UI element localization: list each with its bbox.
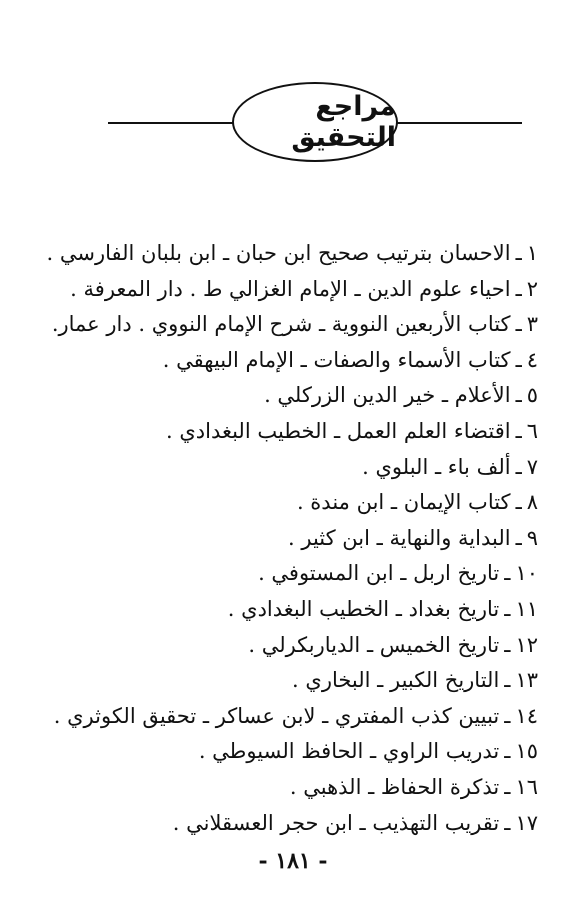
reference-text: تقريب التهذيب ـ ابن حجر العسقلاني . bbox=[172, 810, 500, 835]
reference-separator: ـ bbox=[515, 490, 522, 515]
reference-number: ١٤ bbox=[515, 703, 538, 728]
reference-separator: ـ bbox=[504, 810, 511, 835]
reference-item bbox=[88, 343, 538, 379]
reference-item bbox=[88, 556, 538, 592]
reference-text: تاريخ الخميس ـ الدياربكرلي . bbox=[248, 632, 500, 657]
reference-text: تذكرة الحفاظ ـ الذهبي . bbox=[289, 774, 500, 799]
section-title: مراجع التحقيق bbox=[291, 91, 396, 153]
reference-text: كتاب الأسماء والصفات ـ الإمام البيهقي . bbox=[162, 347, 511, 372]
reference-item bbox=[53, 699, 538, 735]
reference-text: الاحسان بترتيب صحيح ابن حبان ـ ابن بلبان الفارسي . bbox=[46, 241, 511, 265]
reference-number: ١٥ bbox=[515, 739, 538, 764]
references-list bbox=[46, 236, 538, 841]
reference-separator: ـ bbox=[515, 276, 522, 301]
reference-item bbox=[88, 734, 538, 770]
reference-number: ٢ bbox=[526, 276, 538, 301]
reference-separator: ـ bbox=[504, 703, 511, 728]
reference-number: ٨ bbox=[526, 490, 538, 515]
reference-number: ١١ bbox=[515, 596, 538, 621]
reference-text: الأعلام ـ خير الدين الزركلي . bbox=[264, 383, 511, 408]
page-number: - ١٨١ - bbox=[258, 848, 328, 874]
reference-text: التاريخ الكبير ـ البخاري . bbox=[292, 668, 500, 693]
reference-text: اقتضاء العلم العمل ـ الخطيب البغدادي . bbox=[165, 418, 511, 443]
reference-item bbox=[51, 307, 538, 343]
reference-item bbox=[88, 663, 538, 699]
reference-text: كتاب الأربعين النووية ـ شرح الإمام النووي . دار عمار. bbox=[51, 312, 511, 337]
header-oval-frame bbox=[232, 82, 398, 162]
reference-separator: ـ bbox=[515, 383, 522, 408]
reference-item bbox=[88, 806, 538, 842]
reference-number: ١ bbox=[526, 241, 538, 265]
reference-number: ٦ bbox=[526, 418, 538, 443]
reference-separator: ـ bbox=[504, 774, 511, 799]
reference-separator: ـ bbox=[504, 561, 511, 586]
reference-number: ١٠ bbox=[515, 561, 538, 586]
reference-item bbox=[88, 414, 538, 450]
reference-item bbox=[88, 770, 538, 806]
reference-number: ٤ bbox=[526, 347, 538, 372]
reference-separator: ـ bbox=[515, 347, 522, 372]
reference-item bbox=[88, 450, 538, 486]
reference-text: تاريخ بغداد ـ الخطيب البغدادي . bbox=[227, 596, 500, 621]
reference-text: البداية والنهاية ـ ابن كثير . bbox=[288, 525, 511, 550]
reference-text: كتاب الإيمان ـ ابن مندة . bbox=[296, 490, 511, 515]
reference-number: ١٧ bbox=[515, 810, 538, 835]
reference-number: ٧ bbox=[526, 454, 538, 479]
reference-separator: ـ bbox=[515, 241, 522, 265]
reference-separator: ـ bbox=[515, 454, 522, 479]
header-rule-left bbox=[108, 122, 234, 124]
reference-separator: ـ bbox=[504, 596, 511, 621]
reference-separator: ـ bbox=[515, 418, 522, 443]
reference-text: تبيين كذب المفتري ـ لابن عساكر ـ تحقيق الكوثري . bbox=[53, 703, 500, 728]
reference-text: ألف باء ـ البلوي . bbox=[362, 454, 511, 479]
reference-number: ٩ bbox=[526, 525, 538, 550]
reference-separator: ـ bbox=[515, 525, 522, 550]
reference-text: تاريخ اربل ـ ابن المستوفي . bbox=[258, 561, 500, 586]
reference-item bbox=[70, 272, 538, 308]
reference-separator: ـ bbox=[504, 668, 511, 693]
reference-item bbox=[88, 378, 538, 414]
reference-item bbox=[88, 592, 538, 628]
reference-separator: ـ bbox=[504, 632, 511, 657]
reference-item bbox=[88, 521, 538, 557]
reference-text: احياء علوم الدين ـ الإمام الغزالي ط . دار المعرفة . bbox=[70, 276, 511, 301]
reference-item bbox=[46, 236, 538, 272]
reference-number: ٥ bbox=[526, 383, 538, 408]
reference-separator: ـ bbox=[504, 739, 511, 764]
header-rule-right bbox=[396, 122, 522, 124]
reference-text: تدريب الراوي ـ الحافظ السيوطي . bbox=[198, 739, 500, 764]
reference-number: ١٢ bbox=[515, 632, 538, 657]
section-header bbox=[108, 82, 522, 164]
reference-item bbox=[88, 628, 538, 664]
reference-number: ٣ bbox=[526, 312, 538, 337]
reference-item bbox=[88, 485, 538, 521]
reference-separator: ـ bbox=[515, 312, 522, 337]
reference-number: ١٣ bbox=[515, 668, 538, 693]
reference-number: ١٦ bbox=[515, 774, 538, 799]
